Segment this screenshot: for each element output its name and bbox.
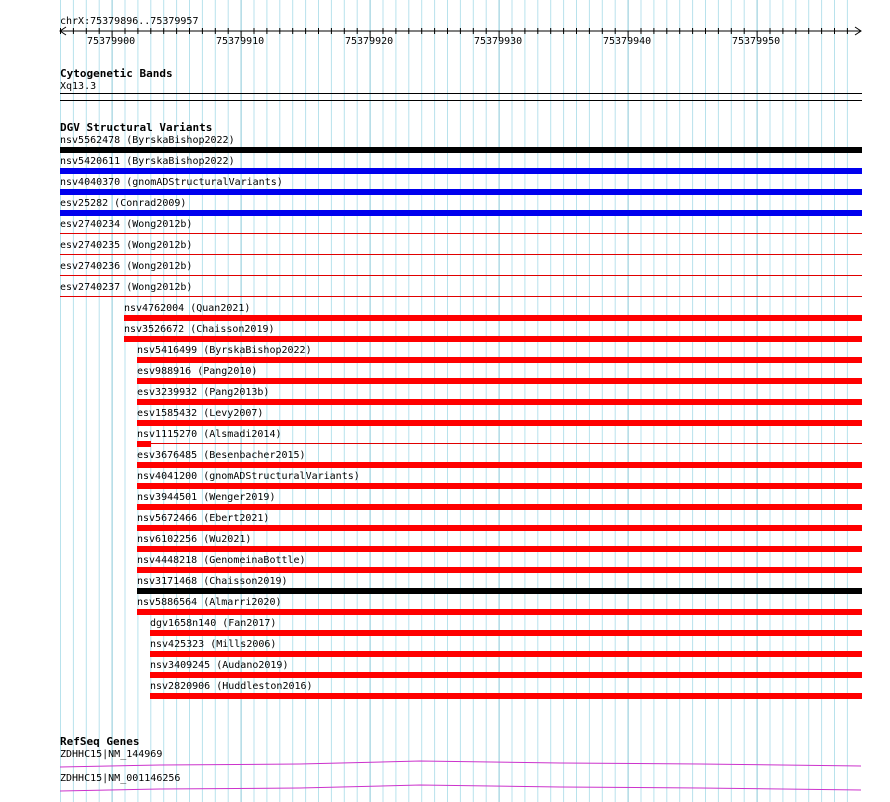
dgv-track-title[interactable]: DGV Structural Variants [60,121,213,134]
dgv-feature-label[interactable]: esv25282 (Conrad2009) [60,198,187,209]
dgv-feature-label[interactable]: dgv1658n140 (Fan2017) [150,618,277,629]
cytoband-track-title[interactable]: Cytogenetic Bands [60,67,173,80]
dgv-feature-label[interactable]: nsv5420611 (ByrskaBishop2022) [60,156,235,167]
dgv-feature-label[interactable]: esv3239932 (Pang2013b) [137,387,270,398]
dgv-feature-label[interactable]: esv2740236 (Wong2012b) [60,261,193,272]
dgv-feature-label[interactable]: nsv1115270 (Alsmadi2014) [137,429,282,440]
dgv-feature-label[interactable]: nsv4762004 (Quan2021) [124,303,251,314]
dgv-feature-label[interactable]: nsv425323 (Mills2006) [150,639,277,650]
dgv-feature-label[interactable]: nsv5562478 (ByrskaBishop2022) [60,135,235,146]
dgv-feature-label[interactable]: esv1585432 (Levy2007) [137,408,264,419]
refseq-gene-line [60,785,861,791]
refseq-gene-label[interactable]: ZDHHC15|NM_001146256 [60,773,181,784]
refseq-track-title[interactable]: RefSeq Genes [60,735,140,748]
dgv-feature-label[interactable]: nsv3526672 (Chaisson2019) [124,324,275,335]
refseq-gene-line [60,761,861,767]
dgv-feature-label[interactable]: nsv5672466 (Ebert2021) [137,513,270,524]
dgv-feature-label[interactable]: nsv6102256 (Wu2021) [137,534,252,545]
dgv-feature-label[interactable]: nsv4041200 (gnomADStructuralVariants) [137,471,360,482]
ruler-tick-label: 75379900 [87,36,136,47]
dgv-feature-label[interactable]: nsv3944501 (Wenger2019) [137,492,276,503]
ruler-tick-label: 75379910 [216,36,265,47]
dgv-feature-label[interactable]: nsv3409245 (Audano2019) [150,660,289,671]
dgv-feature-label[interactable]: esv988916 (Pang2010) [137,366,258,377]
ruler-tick-label: 75379930 [474,36,523,47]
dgv-feature-label[interactable]: nsv2820906 (Huddleston2016) [150,681,313,692]
refseq-gene-label[interactable]: ZDHHC15|NM_144969 [60,749,163,760]
ruler-range-label: chrX:75379896..75379957 [60,16,199,27]
dgv-feature-label[interactable]: nsv5416499 (ByrskaBishop2022) [137,345,312,356]
ruler-tick-label: 75379950 [732,36,781,47]
ruler-tick-label: 75379920 [345,36,394,47]
dgv-feature-label[interactable]: esv3676485 (Besenbacher2015) [137,450,306,461]
cytoband-label: Xq13.3 [60,81,97,92]
dgv-feature-label[interactable]: esv2740235 (Wong2012b) [60,240,193,251]
dgv-feature-label[interactable]: nsv4040370 (gnomADStructuralVariants) [60,177,283,188]
dgv-feature-label[interactable]: esv2740234 (Wong2012b) [60,219,193,230]
ruler-tick-label: 75379940 [603,36,652,47]
dgv-feature-label[interactable]: esv2740237 (Wong2012b) [60,282,193,293]
dgv-feature-label[interactable]: nsv3171468 (Chaisson2019) [137,576,288,587]
dgv-feature-label[interactable]: nsv4448218 (GenomeinaBottle) [137,555,306,566]
dgv-feature-label[interactable]: nsv5886564 (Almarri2020) [137,597,282,608]
